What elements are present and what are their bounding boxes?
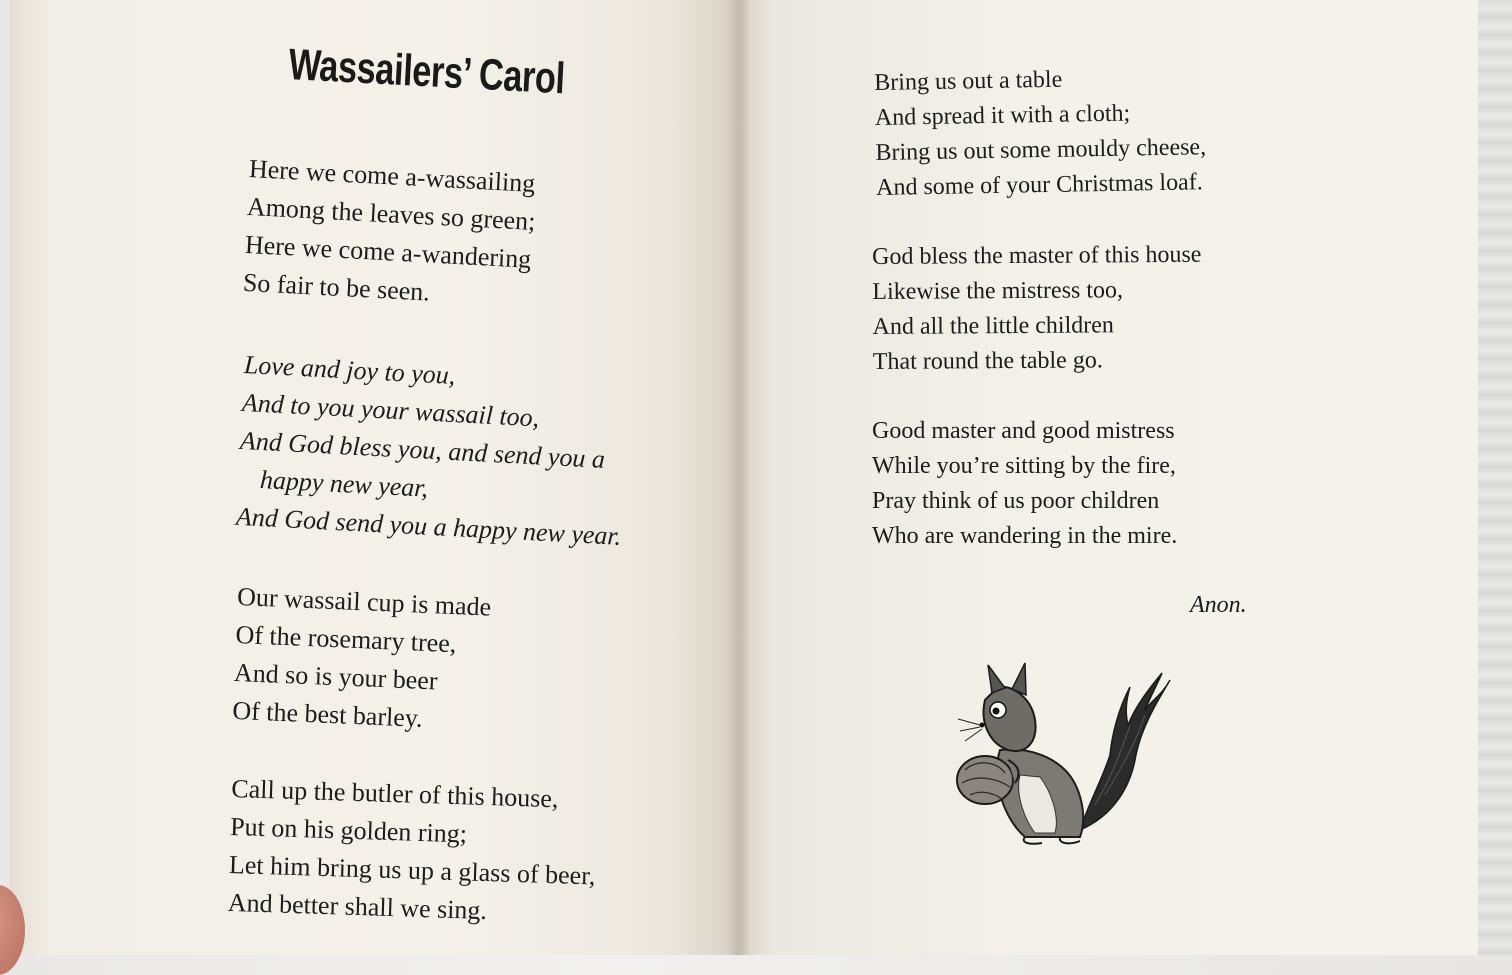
verse-line: Of the best barley.	[231, 695, 424, 733]
stanza-5	[874, 60, 1207, 206]
verse-line: Put on his golden ring;	[229, 811, 468, 849]
stanza-6	[872, 238, 1202, 380]
verse-line: And to you your wassail too,	[241, 387, 540, 433]
verse-line: Of the rosemary tree,	[235, 619, 457, 659]
book-gutter	[726, 0, 752, 955]
verse-line: And God bless you, and send you a	[239, 425, 606, 474]
verse-line: And all the little children	[872, 312, 1114, 340]
verse-line: happy new year,	[259, 464, 429, 503]
poem-title: Wassailers’ Carol	[287, 40, 566, 104]
verse-line: Here we come a-wassailing	[248, 153, 537, 198]
verse-line: Call up the butler of this house,	[230, 773, 559, 814]
verse-line: Love and joy to you,	[243, 349, 457, 391]
verse-line: Likewise the mistress too,	[872, 277, 1124, 305]
verse-line: Let him bring us up a glass of beer,	[228, 849, 596, 891]
verse-line: And God send you a happy new year.	[235, 501, 622, 551]
verse-line: While you’re sitting by the fire,	[872, 453, 1176, 479]
stanza-2-refrain	[235, 346, 630, 556]
verse-line: Pray think of us poor children	[872, 488, 1160, 514]
verse-line: Who are wandering in the mire.	[872, 523, 1178, 549]
verse-line: God bless the master of this house	[872, 241, 1202, 270]
verse-line: Our wassail cup is made	[236, 581, 492, 622]
verse-line: That round the table go.	[872, 347, 1103, 375]
verse-line: Among the leaves so green;	[246, 191, 537, 237]
verse-line: Bring us out a table	[874, 66, 1063, 96]
verse-line: Bring us out some mouldy cheese,	[875, 134, 1207, 166]
stanza-4	[227, 770, 598, 933]
verse-line: And some of your Christmas loaf.	[875, 169, 1203, 201]
stanza-1	[242, 150, 538, 317]
squirrel-illustration	[930, 655, 1180, 855]
verse-line: And spread it with a cloth;	[874, 100, 1131, 131]
verse-line: Good master and good mistress	[872, 418, 1175, 444]
poem-author: Anon.	[1190, 592, 1247, 618]
stanza-3	[232, 578, 492, 741]
stanza-7	[872, 414, 1177, 554]
verse-line: And better shall we sing.	[227, 887, 488, 926]
verse-line: So fair to be seen.	[242, 267, 431, 307]
verse-line: Here we come a-wandering	[244, 229, 532, 274]
verse-line: And so is your beer	[233, 657, 439, 696]
